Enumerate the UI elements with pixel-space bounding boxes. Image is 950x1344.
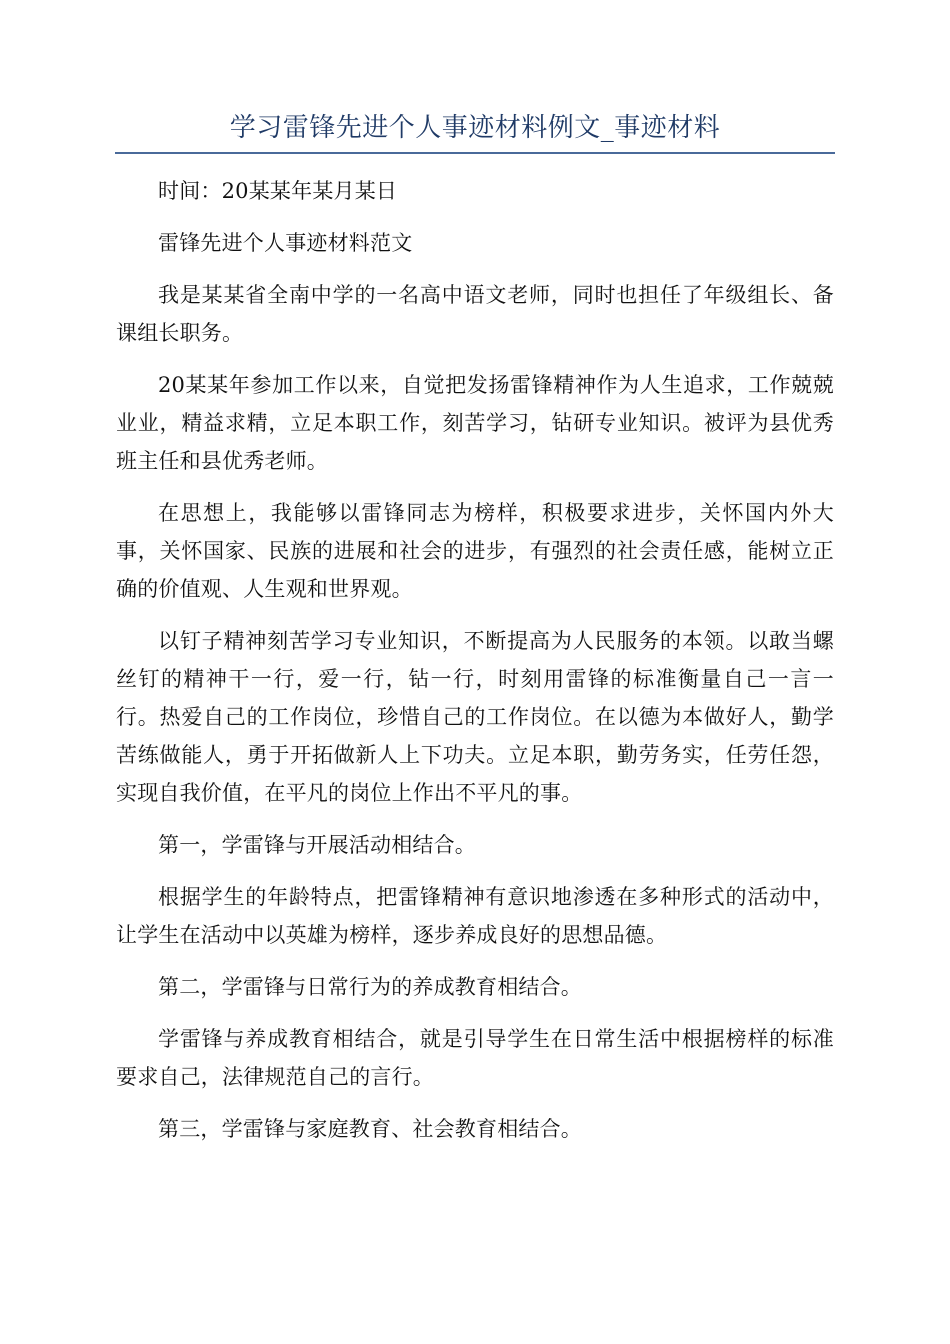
document-title: 学习雷锋先进个人事迹材料例文_事迹材料 <box>229 113 721 143</box>
section-heading-third: 第三，学雷锋与家庭教育、社会教育相结合。 <box>158 1117 582 1141</box>
section-heading-second: 第二，学雷锋与日常行为的养成教育相结合。 <box>158 975 582 999</box>
paragraph: 在思想上，我能够以雷锋同志为榜样，积极要求进步，关怀国内外大事，关怀国家、民族的进展和社会的进步，有强烈的社会责任感，能树立正确的价值观、人生观和世界观。 <box>116 501 834 601</box>
paragraph: 我是某某省全南中学的一名高中语文老师，同时也担任了年级组长、备课组长职务。 <box>116 283 834 345</box>
paragraph-date: 时间：20某某年某月某日 <box>158 179 398 203</box>
paragraph: 20某某年参加工作以来，自觉把发扬雷锋精神作为人生追求，工作兢兢业业，精益求精，立足本职工作，刻苦学习，钻研专业知识。被评为县优秀班主任和县优秀老师。 <box>116 373 834 473</box>
paragraph: 学雷锋与养成教育相结合，就是引导学生在日常生活中根据榜样的标准要求自己，法律规范自己的言行。 <box>116 1027 834 1089</box>
section-heading-first: 第一，学雷锋与开展活动相结合。 <box>158 833 476 857</box>
document-body <box>116 172 834 1162</box>
paragraph-subtitle: 雷锋先进个人事迹材料范文 <box>158 231 413 255</box>
paragraph: 以钉子精神刻苦学习专业知识，不断提高为人民服务的本领。以敢当螺丝钉的精神干一行，爱一行，钻一行，时刻用雷锋的标准衡量自己一言一行。热爱自己的工作岗位，珍惜自己的工作岗位。在以德为本做好人，勤学苦练做能人，勇于开拓做新人上下功夫。立足本职，勤劳务实，任劳任怨，实现自我价值，在平凡的岗位上作出不平凡的事。 <box>116 629 834 805</box>
title-block <box>115 106 835 154</box>
paragraph: 根据学生的年龄特点，把雷锋精神有意识地渗透在多种形式的活动中，让学生在活动中以英雄为榜样，逐步养成良好的思想品德。 <box>116 885 834 947</box>
